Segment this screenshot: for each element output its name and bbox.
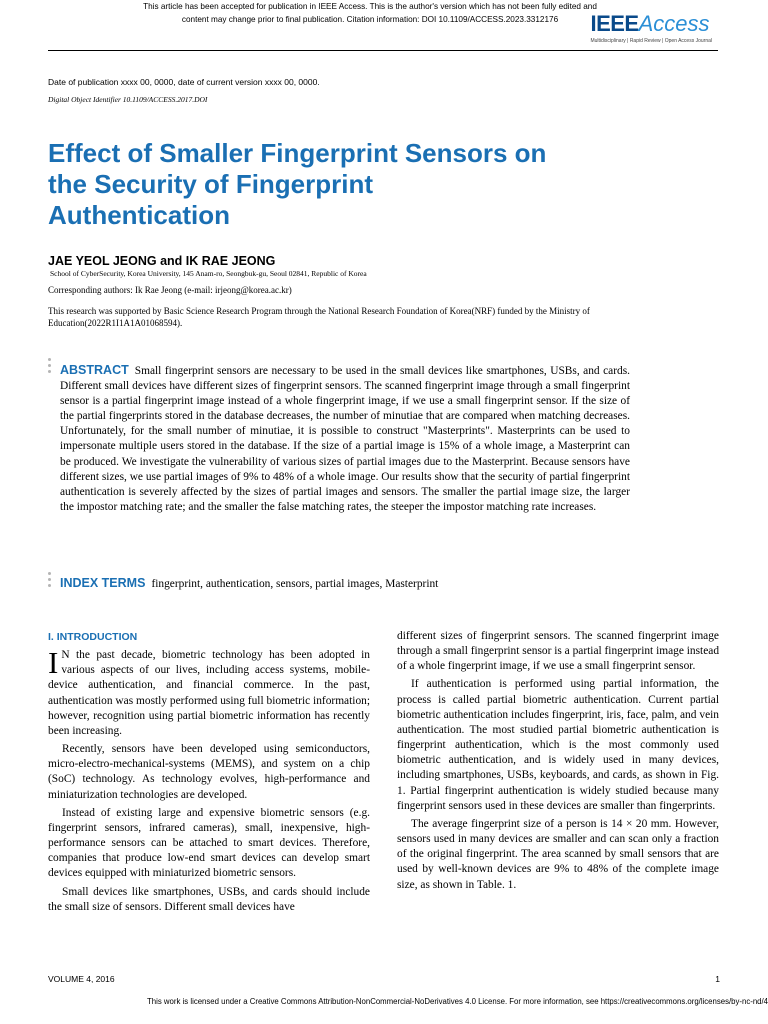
- index-terms-heading: INDEX TERMS: [60, 576, 146, 590]
- intro-paragraph-4: Small devices like smartphones, USBs, and cards should include the small size of sensors. Different small devices have: [48, 885, 370, 913]
- publication-notice: [100, 0, 640, 26]
- abstract-heading: ABSTRACT: [60, 363, 129, 377]
- author-affiliation: School of CyberSecurity, Korea University, 145 Anam-ro, Seongbuk-gu, Seoul 02841, Republic of Korea: [50, 269, 367, 278]
- logo-access-text: Access: [638, 11, 710, 36]
- license-notice: This work is licensed under a Creative Commons Attribution-NonCommercial-NoDerivatives 4.0 License. For more information, see https://creativecommons.org/licenses/by-nc-nd/4: [147, 997, 768, 1006]
- publication-notice-line-1: This article has been accepted for publication in IEEE Access. This is the author's version which has not been fully edited and: [143, 2, 597, 11]
- intro-paragraph-1: [48, 645, 370, 739]
- abstract-block: [60, 363, 630, 515]
- intro-paragraph-3: Instead of existing large and expensive biometric sensors (e.g. fingerprint sensors, infrared cameras), small, inexpensive, high-performance sensors can be attached to smart devices. Therefore, companies that produce low-end smart devices can develop smart devices equipped with miniaturized biometric sensors.: [48, 806, 370, 880]
- dropcap-letter: I: [48, 645, 59, 681]
- intro-paragraph-6: If authentication is performed using partial information, the process is called partial biometric authentication. Current partial biometric authentication includes fingerprint, iris, face, palm, and vein authentication. The most studied partial biometric authentication is fingerprint authentication, which is the most commonly used biometric authentication, and is widely used in many devices, including smartphones, USBs, keyboards, and cards, as shown in Fig. 1. Partial fingerprint authentication is widely studied because many fingerprint sensors used in these devices are smaller than fingerprints.: [397, 678, 719, 812]
- author-names: JAE YEOL JEONG and IK RAE JEONG: [48, 254, 276, 268]
- intro-paragraph-1-text: N the past decade, biometric technology has been adopted in various aspects of our lives, including access systems, mobile-device authentication, and financial commerce. In the past, authentication was mostly performed using full biometric information; however, recognition using partial biometric information has recently been increasing.: [48, 649, 370, 737]
- section-heading-introduction: I. INTRODUCTION: [48, 631, 138, 643]
- intro-paragraph-2: Recently, sensors have been developed using semiconductors, micro-electro-mechanical-systems (MEMS), and system on a chip (SoC) technology. As technology evolves, high-performance and miniaturization technologies are developed.: [48, 743, 370, 801]
- abstract-marker-dots: [48, 358, 52, 376]
- funding-note: This research was supported by Basic Science Research Program through the National Research Foundation of Korea(NRF) funded by the Ministry of Education(2022R1I1A1A01068594).: [48, 306, 590, 328]
- logo-ieee-text: IEEE: [590, 11, 639, 36]
- index-terms-text: fingerprint, authentication, sensors, partial images, Masterprint: [151, 578, 439, 590]
- footer-volume: VOLUME 4, 2016: [48, 974, 115, 984]
- publication-date: Date of publication xxxx 00, 0000, date of current version xxxx 00, 0000.: [48, 77, 320, 87]
- intro-paragraph-7: The average fingerprint size of a person is 14 × 20 mm. However, sensors used in many devices are smaller and can scan only a fraction of the original fingerprint. The area scanned by small sensors that are used by well-known devices are 9% to 48% of the complete image size, as shown in Table. 1.: [397, 817, 719, 891]
- left-column: [48, 630, 370, 915]
- logo-tagline: Multidisciplinary | Rapid Review | Open Access Journal: [590, 38, 712, 44]
- header-rule: [48, 50, 718, 51]
- paper-title-line-2: the Security of Fingerprint: [48, 169, 374, 199]
- index-terms-block: [60, 576, 630, 590]
- footer-page-number: 1: [715, 974, 720, 984]
- intro-paragraph-5: different sizes of fingerprint sensors. The scanned fingerprint image through a small fingerprint sensor is a partial fingerprint image instead of a whole fingerprint image, if we use a small fingerprint sensor.: [397, 630, 720, 673]
- abstract-text: Small fingerprint sensors are necessary to be used in the small devices like smartphones, USBs, and cards. Different small devices have different sizes of fingerprint sensors. The scanned fingerprint image through a small fingerprint sensor is a partial fingerprint image instead of a whole fingerprint image, if we use a small fingerprint sensor. If the size of the partial fingerprints stored in the database decreases, the number of minutiae that are compared when matching decreases. Unfortunately, for the small number of minutiae, it is possible to construct "Masterprints". Masterprints can be used to impersonate multiple users stored in the database. If the size of a partial image is 15% of a whole image, a Masterprint can be produced. We investigate the vulnerability of various sizes of partial images due to the Masterprint. Because sensors have different sizes, we use partial images of 9% to 48% of a whole image. Our results show that the security of partial fingerprint authentication is severely affected by the sizes of partial images and sensors. The smaller the partial image size, the larger the impostor matching rate; and the smaller the false matching rates, the steeper the impostor matching rate increases.: [60, 365, 630, 513]
- index-terms-marker-dots: [48, 572, 52, 590]
- ieee-access-logo: [590, 12, 712, 44]
- publication-notice-line-2: content may change prior to final publication. Citation information: DOI 10.1109/ACCESS.2023.3312176: [181, 15, 559, 24]
- paper-title-line-3: Authentication: [48, 200, 230, 230]
- corresponding-author: Corresponding authors: Ik Rae Jeong (e-mail: irjeong@korea.ac.kr): [48, 285, 292, 295]
- doi-identifier: Digital Object Identifier 10.1109/ACCESS.2017.DOI: [48, 95, 208, 104]
- paper-title-line-1: Effect of Smaller Fingerprint Sensors on: [48, 138, 547, 168]
- right-column: [397, 630, 719, 893]
- paper-title: [48, 138, 668, 231]
